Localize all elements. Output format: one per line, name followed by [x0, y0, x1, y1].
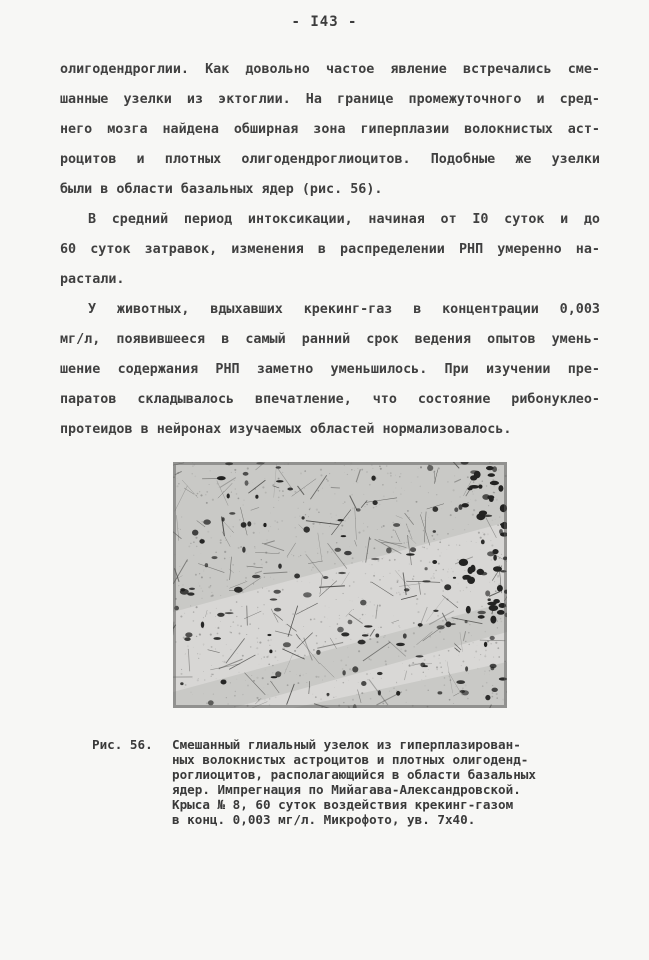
caption-text — [172, 737, 612, 827]
text-line: 60 суток затравок, изменения в распределении РНП умеренно на- — [60, 242, 600, 257]
text-line: олигодендроглии. Как довольно частое явление встречались сме- — [60, 62, 600, 77]
text-line: роцитов и плотных олигодендроглиоцитов. Подобные же узелки — [60, 152, 600, 167]
text-line: протеидов в нейронах изучаемых областей нормализовалось. — [60, 422, 512, 437]
text-line: были в области базальных ядер (рис. 56). — [60, 182, 383, 197]
caption-label: Рис. 56. — [92, 737, 153, 752]
text-line: шанные узелки из эктоглии. На границе промежуточного и сред- — [60, 92, 600, 107]
text-line: растали. — [60, 272, 125, 287]
caption-line: Крыса № 8, 60 суток воздействия крекинг-газом — [172, 797, 514, 812]
page-number: - I43 - — [291, 14, 358, 30]
paragraph — [60, 295, 600, 445]
caption-line: ядер. Импрегнация по Мийагава-Александровской. — [172, 782, 521, 797]
paragraph — [60, 205, 600, 295]
caption-line: Смешанный глиальный узелок из гиперплазирован- — [172, 737, 521, 752]
caption-line: роглиоцитов, располагающийся в области базальных — [172, 767, 536, 782]
text-line: шение содержания РНП заметно уменьшилось. При изучении пре- — [60, 362, 600, 377]
text-line: У животных, вдыхавших крекинг-газ в концентрации 0,003 — [88, 302, 600, 317]
micrograph-drawing — [173, 462, 507, 708]
caption-line: ных волокнистых астроцитов и плотных олигоденд- — [172, 752, 529, 767]
text-line: мг/л, появившееся в самый ранний срок ведения опытов умень- — [60, 332, 600, 347]
micrograph-image — [173, 462, 507, 708]
text-line: В средний период интоксикации, начиная от I0 суток и до — [88, 212, 600, 227]
body-text — [60, 55, 600, 445]
text-line: него мозга найдена обширная зона гиперплазии волокнистых аст- — [60, 122, 600, 137]
text-line: паратов складывалось впечатление, что состояние рибонуклео- — [60, 392, 600, 407]
paragraph — [60, 55, 600, 205]
caption-line: в конц. 0,003 мг/л. Микрофото, ув. 7х40. — [172, 812, 476, 827]
